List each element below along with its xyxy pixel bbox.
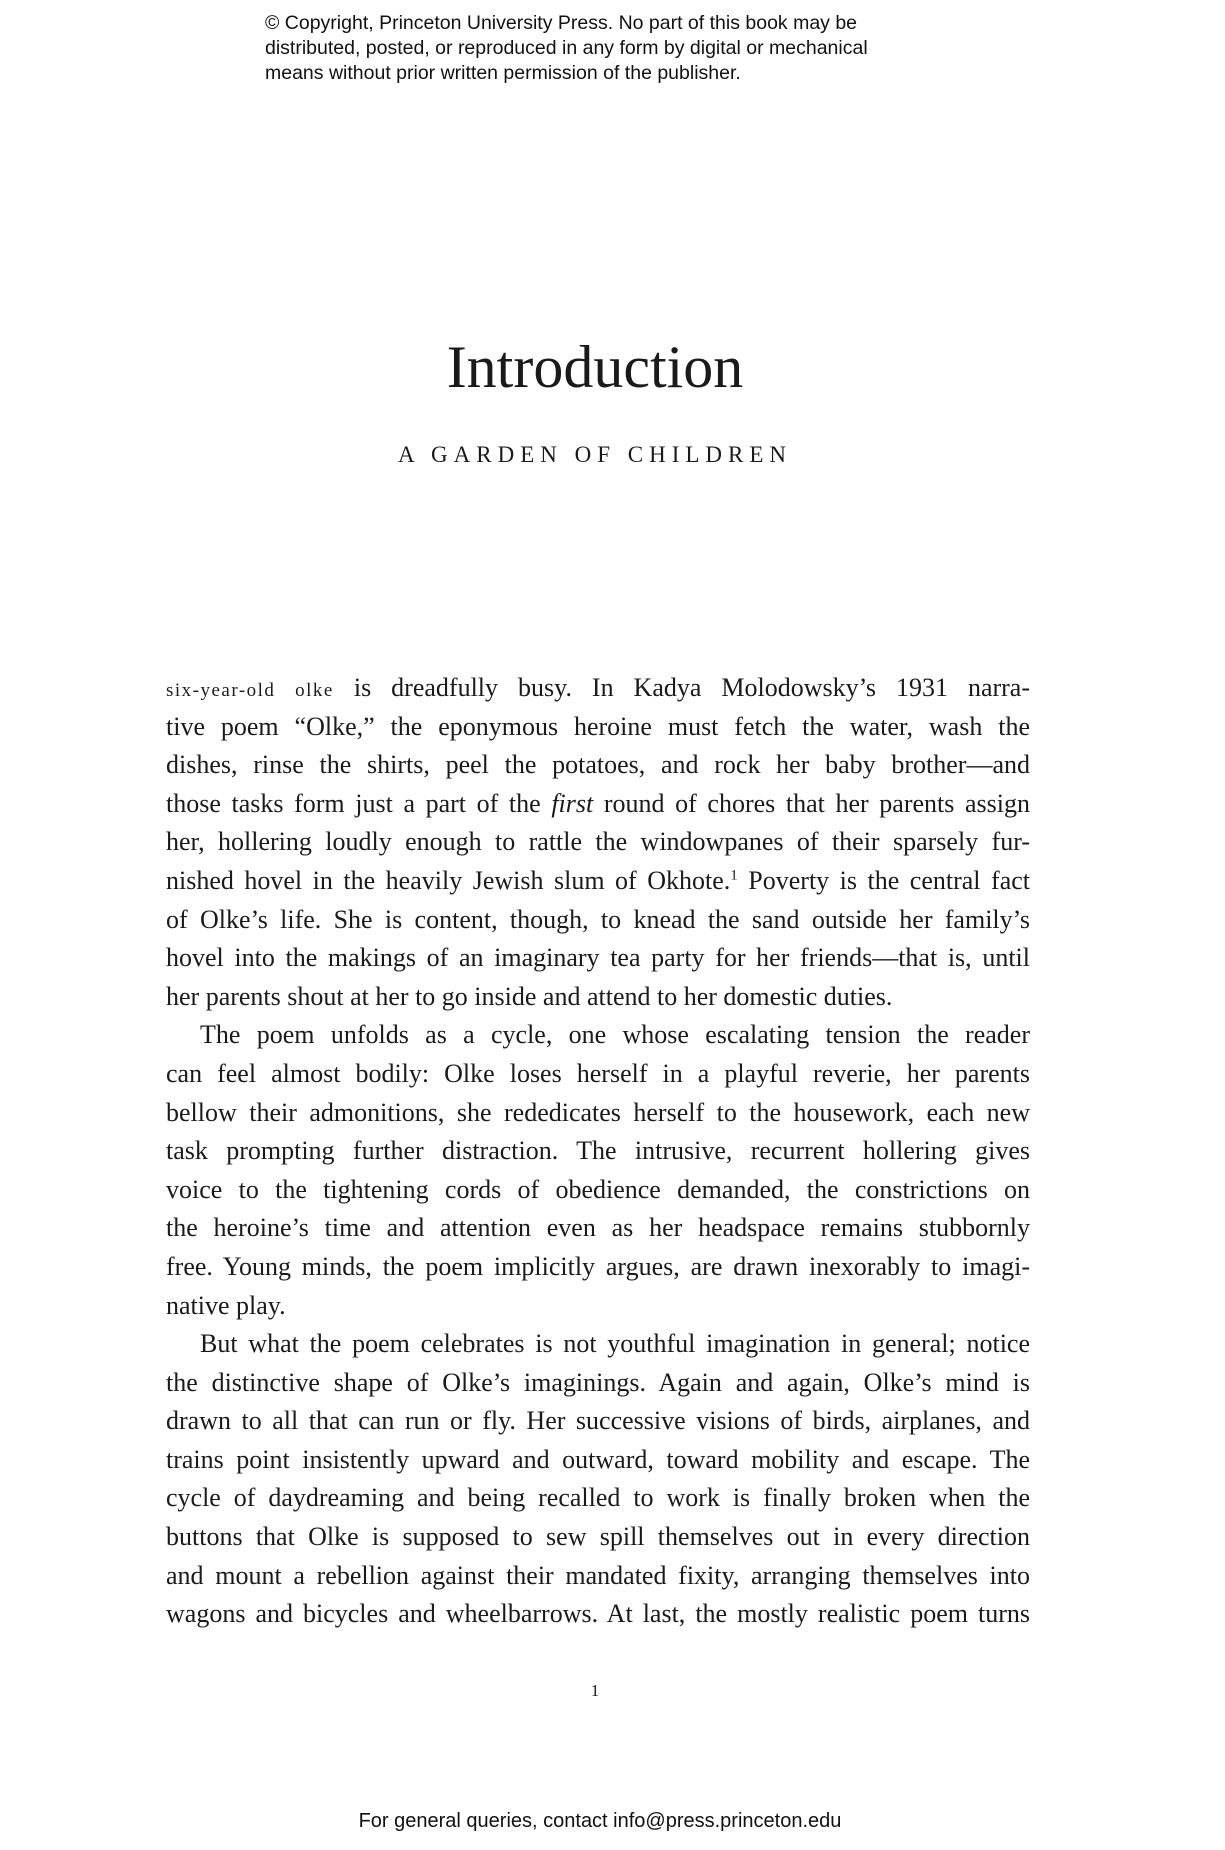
text-run: those tasks form just a part of the bbox=[166, 788, 552, 818]
chapter-subtitle: A GARDEN OF CHILDREN bbox=[397, 442, 793, 467]
footer-contact: For general queries, contact info@press.princeton.edu bbox=[358, 1810, 842, 1832]
paragraph-1-line: her, hollering loudly enough to rattle the windowpanes of their sparsely fur- bbox=[166, 827, 1030, 857]
copyright-line: means without prior written permission of the publisher. bbox=[265, 62, 741, 84]
paragraph-2-line: free. Young minds, the poem implicitly argues, are drawn inexorably to imagi- bbox=[166, 1251, 1030, 1281]
paragraph-2-line: bellow their admonitions, she rededicates herself to the housework, each new bbox=[166, 1097, 1030, 1127]
text-run: nished hovel in the heavily Jewish slum of Okhote. bbox=[166, 865, 731, 895]
paragraph-2-line: native play. bbox=[166, 1290, 286, 1320]
paragraph-1-line bbox=[166, 862, 1030, 901]
copyright-line: distributed, posted, or reproduced in any form by digital or mechanical bbox=[265, 37, 868, 59]
paragraph-3-line: trains point insistently upward and outward, toward mobility and escape. The bbox=[166, 1444, 1030, 1474]
footnote-marker[interactable]: 1 bbox=[730, 867, 738, 884]
chapter-title: Introduction bbox=[446, 334, 744, 400]
paragraph-3-line: the distinctive shape of Olke’s imaginings. Again and again, Olke’s mind is bbox=[166, 1367, 1030, 1397]
smallcaps-lead: six-year-old olke bbox=[166, 680, 334, 701]
emphasis: first bbox=[551, 788, 594, 818]
paragraph-2-line: The poem unfolds as a cycle, one whose escalating tension the reader bbox=[200, 1020, 1030, 1050]
paragraph-1-line: dishes, rinse the shirts, peel the potatoes, and rock her baby brother—and bbox=[166, 750, 1030, 780]
paragraph-1-line bbox=[166, 669, 1030, 708]
body-text bbox=[166, 669, 1030, 1634]
paragraph-1-line: her parents shout at her to go inside and attend to her domestic duties. bbox=[166, 981, 893, 1011]
paragraph-2-line: the heroine’s time and attention even as her headspace remains stubbornly bbox=[166, 1213, 1030, 1243]
text-run: Poverty is the central fact bbox=[737, 865, 1030, 895]
copyright-notice bbox=[265, 11, 1025, 86]
paragraph-3-line: and mount a rebellion against their mandated fixity, arranging themselves into bbox=[166, 1560, 1030, 1590]
paragraph-2-line: can feel almost bodily: Olke loses herself in a playful reverie, her parents bbox=[166, 1058, 1030, 1088]
paragraph-3-line: drawn to all that can run or fly. Her successive visions of birds, airplanes, and bbox=[166, 1406, 1030, 1436]
paragraph-3-line: buttons that Olke is supposed to sew spill themselves out in every direction bbox=[166, 1522, 1030, 1552]
paragraph-3-line: cycle of daydreaming and being recalled to work is finally broken when the bbox=[166, 1483, 1030, 1513]
paragraph-1-line: of Olke’s life. She is content, though, to knead the sand outside her family’s bbox=[166, 904, 1030, 934]
paragraph-2-line: voice to the tightening cords of obedience demanded, the constrictions on bbox=[166, 1174, 1030, 1204]
paragraph-1-line: tive poem “Olke,” the eponymous heroine must fetch the water, wash the bbox=[166, 711, 1030, 741]
paragraph-3-line: But what the poem celebrates is not youthful imagination in general; notice bbox=[200, 1329, 1030, 1359]
paragraph-3-line: wagons and bicycles and wheelbarrows. At last, the mostly realistic poem turns bbox=[166, 1599, 1030, 1629]
copyright-line: © Copyright, Princeton University Press. No part of this book may be bbox=[265, 12, 858, 34]
paragraph-2-line: task prompting further distraction. The intrusive, recurrent hollering gives bbox=[166, 1136, 1030, 1166]
page-number: 1 bbox=[590, 1681, 600, 1700]
paragraph-1-line: hovel into the makings of an imaginary tea party for her friends—that is, until bbox=[166, 943, 1030, 973]
text-run: is dreadfully busy. In Kadya Molodowsky’s 1931 narra- bbox=[333, 673, 1030, 702]
paragraph-1-line bbox=[166, 785, 1030, 824]
text-run: round of chores that her parents assign bbox=[593, 788, 1030, 818]
